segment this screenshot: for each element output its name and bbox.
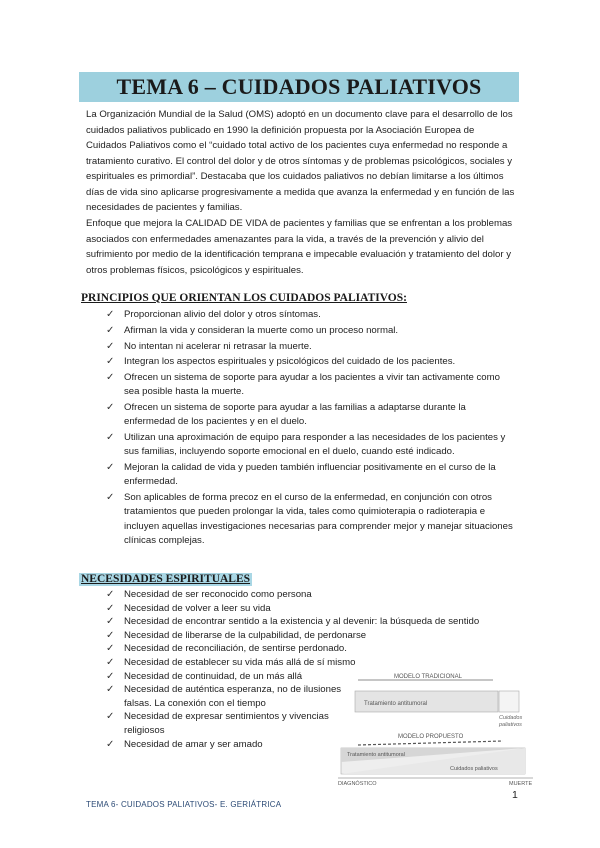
list-item: ✓ Necesidad de volver a leer su vida (106, 602, 271, 614)
checkmark-icon: ✓ (106, 643, 115, 655)
checkmark-icon: ✓ (106, 711, 115, 723)
list-item: ✓ Necesidad de amar y ser amado (106, 738, 263, 750)
principles-heading: PRINCIPIOS QUE ORIENTAN LOS CUIDADOS PALIATIVOS: (81, 292, 407, 304)
checkmark-icon: ✓ (106, 616, 115, 628)
checkmark-icon: ✓ (106, 309, 115, 320)
model1-side-label-1: Cuidados (499, 715, 523, 721)
model1-palliative-bar (499, 691, 519, 712)
checkmark-icon: ✓ (106, 340, 115, 352)
axis-start-label: DIAGNÓSTICO (338, 781, 377, 787)
checkmark-icon: ✓ (106, 462, 115, 474)
model1-bar-label: Tratamiento antitumoral (364, 701, 428, 707)
list-item: ✓ Afirman la vida y consideran la muerte como un proceso normal. (106, 324, 516, 338)
list-item: ✓ Ofrecen un sistema de soporte para ayudar a los pacientes a vivir tan activamente como sea posible hasta la muerte. (106, 372, 500, 398)
model1-side-label-2: paliativos (499, 722, 522, 728)
axis-end-label: MUERTE (509, 781, 533, 787)
list-item: ✓ Proporcionan alivio del dolor y otros síntomas. (106, 308, 516, 322)
list-item: ✓ Necesidad de encontrar sentido a la existencia y al devenir: la búsqueda de sentido (106, 616, 480, 628)
focus-paragraph: Enfoque que mejora la CALIDAD DE VIDA de pacientes y familias que se enfrentan a los problemas asociados con enfermedades amenazantes para la vida, a través de la prevención y alivio del sufrimiento por medio de la identificación temprana e impecable evaluación y tratamiento del dolor y otros problemas físicos, psicológicos y espirituales. (86, 218, 513, 276)
checkmark-icon: ✓ (106, 432, 115, 444)
list-item: ✓ Necesidad de auténtica esperanza, no de ilusiones falsas. La conexión con el tiempo (106, 684, 342, 709)
list-item: ✓ Necesidad de establecer su vida más allá de sí mismo (106, 656, 356, 668)
list-item: ✓ Utilizan una aproximación de equipo para responder a las necesidades de los pacientes y sus familias, incluyendo soporte emocional en el duelo, cuando esté indicado. (106, 432, 506, 458)
list-item: ✓ Son aplicables de forma precoz en el curso de la enfermedad, en conjunción con otros tratamientos que pueden prolongar la vida, tales como quimioterapia o radioterapia e incluyen aquellas investigaciones necesarias para comprender mejor y manejar situaciones clínicas complejas. (106, 492, 513, 546)
list-item: ✓ Ofrecen un sistema de soporte para ayudar a las familias a adaptarse durante la enfermedad de los pacientes y en el duelo. (106, 402, 466, 428)
list-item: ✓ Necesidad de continuidad, de un más allá (106, 670, 303, 682)
page-number: 1 (512, 789, 518, 801)
list-item: ✓ Necesidad de liberarse de la culpabilidad, de perdonarse (106, 629, 367, 641)
care-models-diagram (338, 667, 533, 789)
checkmark-icon: ✓ (106, 656, 115, 668)
intro-paragraph: La Organización Mundial de la Salud (OMS) adoptó en un documento clave para el desarrollo de los cuidados paliativos publicado en 1990 la definición propuesta por la Asociación Europea de Cuidados Paliativos como el “cuidado total activo de los pacientes cuya enfermedad no responde a tratamiento curativo. El control del dolor y de otros síntomas y de problemas psicológicos, sociales y espirituales es primordial”. Destacaba que los cuidados paliativos no debían limitarse a los últimos días de vida sino aplicarse progresivamente a medida que avanza la enfermedad y en función de las necesidades de pacientes y familias. (86, 109, 515, 213)
checkmark-icon: ✓ (106, 684, 115, 696)
list-item: ✓ Necesidad de ser reconocido como persona (106, 589, 312, 600)
checkmark-icon: ✓ (106, 356, 115, 368)
checkmark-icon: ✓ (106, 670, 115, 682)
checkmark-icon: ✓ (106, 629, 115, 641)
checkmark-icon: ✓ (106, 602, 115, 614)
list-item: ✓ Integran los aspectos espirituales y psicológicos del cuidado de los pacientes. (106, 355, 516, 369)
checkmark-icon: ✓ (106, 492, 115, 504)
model2-title: MODELO PROPUESTO (398, 734, 464, 740)
checkmark-icon: ✓ (106, 324, 115, 336)
model1-title: MODELO TRADICIONAL (394, 674, 462, 680)
checkmark-icon: ✓ (106, 589, 115, 600)
checkmark-icon: ✓ (106, 372, 115, 384)
list-item: ✓ Necesidad de reconciliación, de sentirse perdonado. (106, 643, 347, 655)
needs-heading: NECESIDADES ESPIRITUALES (81, 573, 251, 585)
list-item: ✓ Mejoran la calidad de vida y pueden también influenciar positivamente en el curso de la enfermedad. (106, 462, 496, 488)
model2-top-label: Tratamiento antitumoral (347, 752, 405, 758)
list-item: ✓ No intentan ni acelerar ni retrasar la muerte. (106, 340, 516, 354)
checkmark-icon: ✓ (106, 402, 115, 414)
care-models-figure (338, 667, 533, 789)
page-footer: TEMA 6- CUIDADOS PALIATIVOS- E. GERIÁTRICA (86, 800, 282, 809)
page-title: TEMA 6 – CUIDADOS PALIATIVOS (116, 74, 482, 99)
list-item: ✓ Necesidad de expresar sentimientos y vivencias religiosos (106, 711, 329, 736)
model2-bottom-label: Cuidados paliativos (450, 766, 498, 772)
principles-list (106, 308, 516, 550)
model2-title-rule (358, 741, 503, 745)
checkmark-icon: ✓ (106, 738, 115, 750)
